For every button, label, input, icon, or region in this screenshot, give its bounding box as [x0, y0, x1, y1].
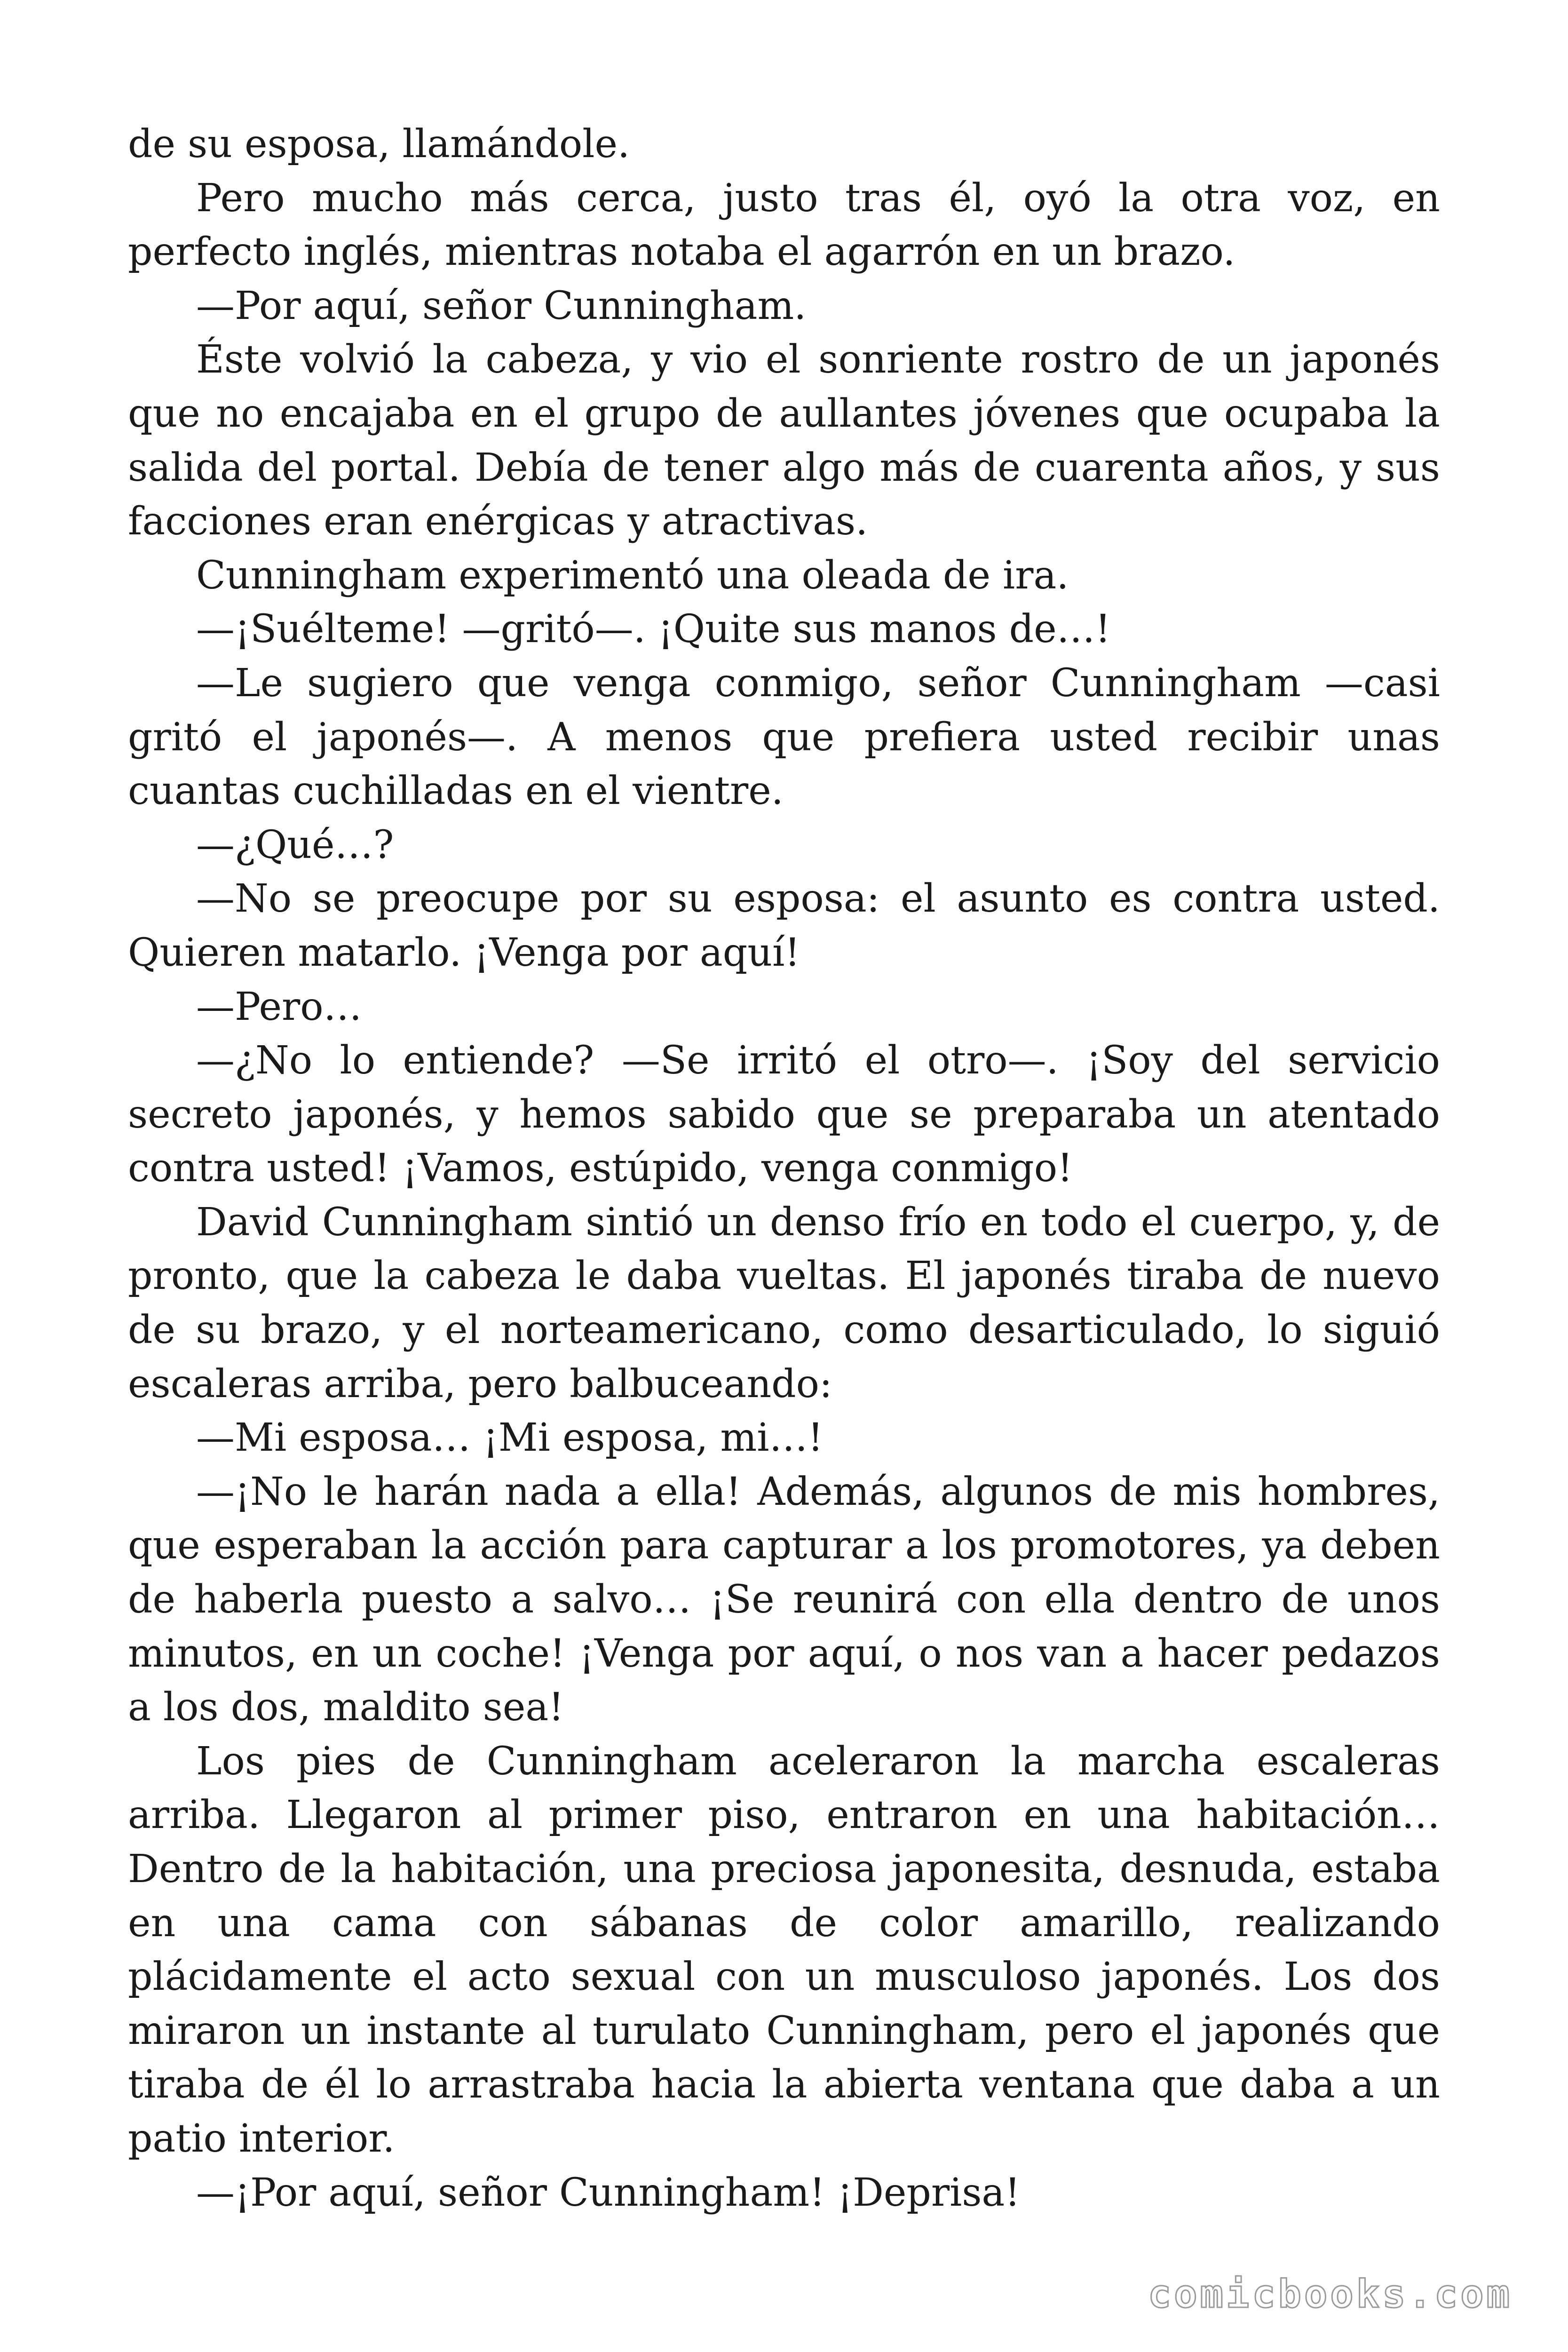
dialogue-line: —Mi esposa… ¡Mi esposa, mi…!	[196, 1415, 824, 1461]
dialogue-line: —Pero…	[196, 984, 362, 1029]
dialogue-line: —Por aquí, señor Cunningham.	[196, 283, 807, 328]
dialogue-line: —¡Suélteme! —gritó—. ¡Quite sus manos de…!	[196, 607, 1111, 652]
dialogue-line: —¿No lo entiende? —Se irritó el otro—. ¡Soy del servicio secreto japonés, y hemos sabido que se preparaba un atentado contra usted! ¡Vamos, estúpido, venga conmigo!	[128, 1038, 1440, 1191]
dialogue-line: —Le sugiero que venga conmigo, señor Cunningham —casi gritó el japonés—. A menos que prefiera usted recibir unas cuantas cuchilladas en el vientre.	[128, 660, 1440, 814]
paragraph: David Cunningham sintió un denso frío en todo el cuerpo, y, de pronto, que la cabeza le daba vueltas. El japonés tiraba de nuevo de su brazo, y el norteamericano, como desarticulado, lo siguió escaleras arriba, pero balbuceando:	[128, 1200, 1440, 1406]
paragraph: Pero mucho más cerca, justo tras él, oyó la otra voz, en perfecto inglés, mientras notaba el agarrón en un brazo.	[128, 175, 1440, 275]
paragraph: de su esposa, llamándole.	[128, 122, 630, 167]
paragraph: Cunningham experimentó una oleada de ira.	[196, 553, 1069, 598]
page-body-text	[128, 118, 1440, 2220]
dialogue-line: —¡Por aquí, señor Cunningham! ¡Deprisa!	[196, 2170, 1021, 2215]
paragraph: Éste volvió la cabeza, y vio el sonriente rostro de un japonés que no encajaba en el grupo de aullantes jóvenes que ocupaba la salida del portal. Debía de tener algo más de cuarenta años, y sus facciones eran enérgicas y atractivas.	[128, 337, 1440, 544]
dialogue-line: —¡No le harán nada a ella! Además, algunos de mis hombres, que esperaban la acción para capturar a los promotores, ya deben de haberla puesto a salvo… ¡Se reunirá con ella dentro de unos minutos, en un coche! ¡Venga por aquí, o nos van a hacer pedazos a los dos, maldito sea!	[128, 1469, 1440, 1730]
paragraph: Los pies de Cunningham aceleraron la marcha escaleras arriba. Llegaron al primer piso, entraron en una habitación… Dentro de la habitación, una preciosa japonesita, desnuda, estaba en una cama con sábanas de color amarillo, realizando plácidamente el acto sexual con un musculoso japonés. Los dos miraron un instante al turulato Cunningham, pero el japonés que tiraba de él lo arrastraba hacia la abierta ventana que daba a un patio interior.	[128, 1739, 1440, 2161]
watermark-logo: comicbooks.com	[1148, 2272, 1513, 2317]
dialogue-line: —No se preocupe por su esposa: el asunto es contra usted. Quieren matarlo. ¡Venga por aquí!	[128, 876, 1440, 975]
dialogue-line: —¿Qué…?	[196, 822, 394, 867]
